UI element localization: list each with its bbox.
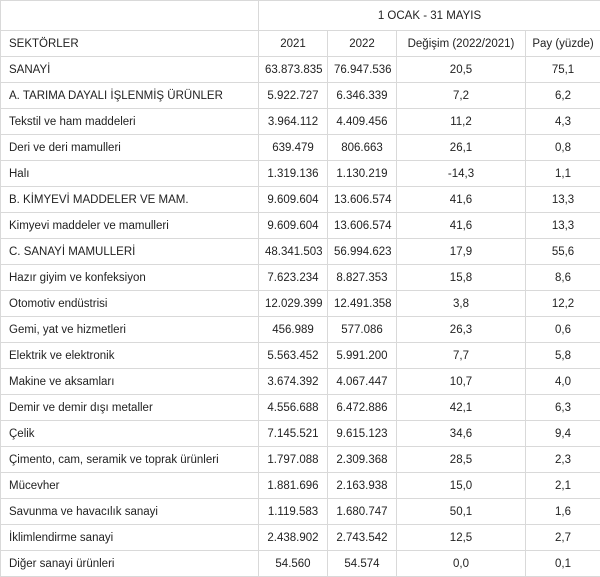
value-2021-cell: 9.609.604	[259, 187, 328, 213]
share-cell: 2,3	[526, 447, 600, 473]
column-header-2022: 2022	[328, 31, 397, 57]
change-cell: 26,3	[397, 317, 526, 343]
table-body	[1, 57, 600, 577]
share-cell: 2,1	[526, 473, 600, 499]
value-2021-cell: 3.674.392	[259, 369, 328, 395]
value-2021-cell: 3.964.112	[259, 109, 328, 135]
sector-name-cell: B. KİMYEVİ MADDELER VE MAM.	[1, 187, 259, 213]
share-cell: 1,1	[526, 161, 600, 187]
table-row	[1, 551, 600, 577]
value-2022-cell: 1.130.219	[328, 161, 397, 187]
sector-name-cell: Deri ve deri mamulleri	[1, 135, 259, 161]
table-row	[1, 369, 600, 395]
value-2021-cell: 7.623.234	[259, 265, 328, 291]
value-2022-cell: 2.309.368	[328, 447, 397, 473]
value-2021-cell: 5.563.452	[259, 343, 328, 369]
change-cell: 7,7	[397, 343, 526, 369]
table-row	[1, 83, 600, 109]
table-row	[1, 213, 600, 239]
value-2021-cell: 456.989	[259, 317, 328, 343]
sector-name-cell: Tekstil ve ham maddeleri	[1, 109, 259, 135]
change-cell: 0,0	[397, 551, 526, 577]
share-cell: 4,0	[526, 369, 600, 395]
change-cell: 34,6	[397, 421, 526, 447]
sector-name-cell: Kimyevi maddeler ve mamulleri	[1, 213, 259, 239]
sector-name-cell: Mücevher	[1, 473, 259, 499]
share-cell: 0,8	[526, 135, 600, 161]
table-row	[1, 161, 600, 187]
share-cell: 8,6	[526, 265, 600, 291]
value-2022-cell: 13.606.574	[328, 187, 397, 213]
change-cell: 11,2	[397, 109, 526, 135]
sector-name-cell: Elektrik ve elektronik	[1, 343, 259, 369]
share-cell: 13,3	[526, 213, 600, 239]
sector-name-cell: Savunma ve havacılık sanayi	[1, 499, 259, 525]
share-cell: 5,8	[526, 343, 600, 369]
value-2021-cell: 63.873.835	[259, 57, 328, 83]
sector-name-cell: Diğer sanayi ürünleri	[1, 551, 259, 577]
value-2021-cell: 48.341.503	[259, 239, 328, 265]
table-row	[1, 135, 600, 161]
value-2021-cell: 54.560	[259, 551, 328, 577]
value-2021-cell: 12.029.399	[259, 291, 328, 317]
change-cell: 17,9	[397, 239, 526, 265]
sector-name-cell: C. SANAYİ MAMULLERİ	[1, 239, 259, 265]
sector-name-cell: Çimento, cam, seramik ve toprak ürünleri	[1, 447, 259, 473]
value-2021-cell: 9.609.604	[259, 213, 328, 239]
value-2021-cell: 639.479	[259, 135, 328, 161]
sector-name-cell: Demir ve demir dışı metaller	[1, 395, 259, 421]
table-row	[1, 109, 600, 135]
sector-name-cell: Çelik	[1, 421, 259, 447]
table-row	[1, 473, 600, 499]
change-cell: -14,3	[397, 161, 526, 187]
share-cell: 0,6	[526, 317, 600, 343]
value-2022-cell: 806.663	[328, 135, 397, 161]
column-header-share: Pay (yüzde)	[526, 31, 600, 57]
table-row	[1, 291, 600, 317]
value-2021-cell: 5.922.727	[259, 83, 328, 109]
change-cell: 28,5	[397, 447, 526, 473]
table-row	[1, 499, 600, 525]
value-2021-cell: 1.797.088	[259, 447, 328, 473]
table-row	[1, 447, 600, 473]
share-cell: 6,3	[526, 395, 600, 421]
sector-name-cell: Hazır giyim ve konfeksiyon	[1, 265, 259, 291]
value-2022-cell: 76.947.536	[328, 57, 397, 83]
value-2021-cell: 2.438.902	[259, 525, 328, 551]
value-2022-cell: 2.743.542	[328, 525, 397, 551]
change-cell: 15,8	[397, 265, 526, 291]
share-cell: 6,2	[526, 83, 600, 109]
value-2022-cell: 8.827.353	[328, 265, 397, 291]
value-2022-cell: 13.606.574	[328, 213, 397, 239]
value-2022-cell: 4.067.447	[328, 369, 397, 395]
share-cell: 1,6	[526, 499, 600, 525]
change-cell: 50,1	[397, 499, 526, 525]
change-cell: 15,0	[397, 473, 526, 499]
share-cell: 12,2	[526, 291, 600, 317]
share-cell: 2,7	[526, 525, 600, 551]
value-2021-cell: 1.119.583	[259, 499, 328, 525]
sector-name-cell: Makine ve aksamları	[1, 369, 259, 395]
value-2022-cell: 6.346.339	[328, 83, 397, 109]
table-row	[1, 395, 600, 421]
period-label: 1 OCAK - 31 MAYIS	[259, 1, 600, 31]
share-cell: 75,1	[526, 57, 600, 83]
value-2022-cell: 9.615.123	[328, 421, 397, 447]
empty-corner-cell	[1, 1, 259, 31]
change-cell: 3,8	[397, 291, 526, 317]
share-cell: 55,6	[526, 239, 600, 265]
value-2021-cell: 1.881.696	[259, 473, 328, 499]
change-cell: 26,1	[397, 135, 526, 161]
table-row	[1, 265, 600, 291]
value-2022-cell: 2.163.938	[328, 473, 397, 499]
table-row	[1, 239, 600, 265]
column-header-row	[1, 31, 600, 57]
change-cell: 10,7	[397, 369, 526, 395]
table-row	[1, 57, 600, 83]
share-cell: 0,1	[526, 551, 600, 577]
value-2022-cell: 4.409.456	[328, 109, 397, 135]
value-2022-cell: 5.991.200	[328, 343, 397, 369]
value-2022-cell: 6.472.886	[328, 395, 397, 421]
period-header-row	[1, 1, 600, 31]
share-cell: 4,3	[526, 109, 600, 135]
table-row	[1, 525, 600, 551]
column-header-2021: 2021	[259, 31, 328, 57]
table-row	[1, 421, 600, 447]
table-row	[1, 317, 600, 343]
value-2021-cell: 4.556.688	[259, 395, 328, 421]
value-2021-cell: 7.145.521	[259, 421, 328, 447]
table-row	[1, 343, 600, 369]
column-header-sectors: SEKTÖRLER	[1, 31, 259, 57]
change-cell: 20,5	[397, 57, 526, 83]
sector-name-cell: SANAYİ	[1, 57, 259, 83]
share-cell: 9,4	[526, 421, 600, 447]
sector-name-cell: A. TARIMA DAYALI İŞLENMİŞ ÜRÜNLER	[1, 83, 259, 109]
change-cell: 12,5	[397, 525, 526, 551]
sector-name-cell: Otomotiv endüstrisi	[1, 291, 259, 317]
value-2022-cell: 54.574	[328, 551, 397, 577]
change-cell: 7,2	[397, 83, 526, 109]
change-cell: 42,1	[397, 395, 526, 421]
share-cell: 13,3	[526, 187, 600, 213]
value-2021-cell: 1.319.136	[259, 161, 328, 187]
value-2022-cell: 577.086	[328, 317, 397, 343]
table-row	[1, 187, 600, 213]
value-2022-cell: 56.994.623	[328, 239, 397, 265]
column-header-change: Değişim (2022/2021)	[397, 31, 526, 57]
change-cell: 41,6	[397, 187, 526, 213]
value-2022-cell: 12.491.358	[328, 291, 397, 317]
sector-name-cell: İklimlendirme sanayi	[1, 525, 259, 551]
sector-name-cell: Halı	[1, 161, 259, 187]
change-cell: 41,6	[397, 213, 526, 239]
value-2022-cell: 1.680.747	[328, 499, 397, 525]
sector-name-cell: Gemi, yat ve hizmetleri	[1, 317, 259, 343]
